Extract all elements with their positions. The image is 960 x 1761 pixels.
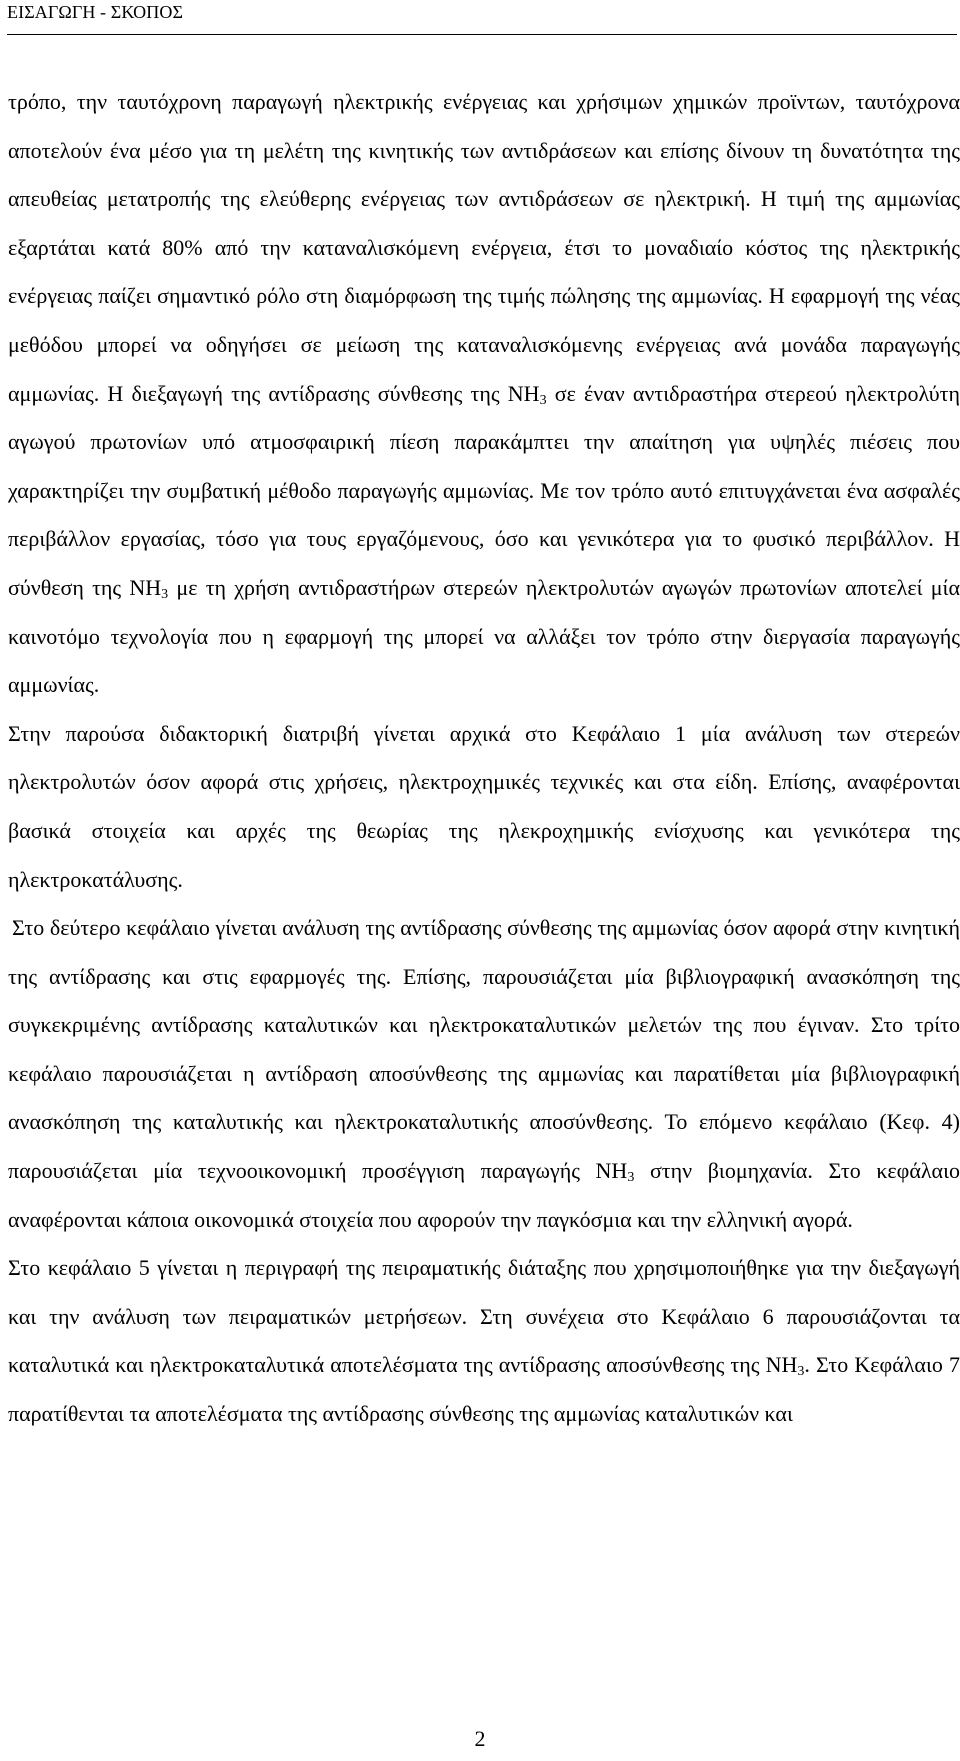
text-run: σε έναν αντιδραστήρα στερεού ηλεκτρολύτη αγωγού πρωτονίων υπό ατμοσφαιρική πίεση παρακάμπτει την απαίτηση για υψηλές πιέσεις που χαρακτηρίζει την συμβατική μέθοδο παραγωγής αμμωνίας. Με τον τρόπο αυτό επιτυγχάνεται ένα ασφαλές περιβάλλον εργασίας, τόσο για τους εργαζόμενους, όσο και γενικότερα για το φυσικό περιβάλλον. Η σύνθεση της NH — [8, 380, 960, 600]
subscript: 3 — [627, 1170, 635, 1186]
text-run: Στην παρούσα διδακτορική διατριβή γίνεται αρχικά στο Κεφάλαιο 1 μία ανάλυση των στερεών ηλεκτρολυτών όσον αφορά στις χρήσεις, ηλεκτροχημικές τεχνικές και στα είδη. Επίσης, αναφέρονται βασικά στοιχεία και αρχές της θεωρίας της ηλεκροχημικής ενίσχυσης και γενικότερα της ηλεκτροκατάλυσης. — [8, 720, 960, 892]
subscript: 3 — [539, 392, 547, 408]
paragraph-ammonia-electrochemistry — [8, 78, 960, 710]
text-run: . Στο Κεφάλαιο 7 παρατίθενται τα αποτελέσματα της αντίδρασης σύνθεσης της αμμωνίας καταλυτικών και — [8, 1352, 960, 1427]
text-run: Στο κεφάλαιο 5 γίνεται η περιγραφή της πειραματικής διάταξης που χρησιμοποιήθηκε για την διεξαγωγή και την ανάλυση των πειραματικών μετρήσεων. Στη συνέχεια στο Κεφάλαιο 6 παρουσιάζονται τα καταλυτικά και ηλεκτροκαταλυτικά αποτελέσματα της αντίδρασης αποσύνθεσης της NH — [8, 1255, 960, 1378]
running-header: ΕΙΣΑΓΩΓΗ - ΣΚΟΠΟΣ — [7, 2, 184, 22]
paragraph-chapters-2-4-overview — [8, 904, 960, 1244]
text-run: τρόπο, την ταυτόχρονη παραγωγή ηλεκτρικής ενέργειας και χρήσιμων χημικών προϊντων, ταυτόχρονα αποτελούν ένα μέσο για τη μελέτη της κινητικής των αντιδράσεων και επίσης δίνουν τη δυνατότητα της απευθείας μετατροπής της ελεύθερης ενέργειας των αντιδράσεων σε ηλεκτρική. Η τιμή της αμμωνίας εξαρτάται κατά 80% από την καταναλισκόμενη ενέργεια, έτσι το μοναδιαίο κόστος της ηλεκτρικής ενέργειας παίζει σημαντικό ρόλο στη διαμόρφωση της τιμής πώλησης της αμμωνίας. Η εφαρμογή της νέας μεθόδου μπορεί να οδηγήσει σε μείωση της καταναλισκόμενης ενέργειας ανά μονάδα παραγωγής αμμωνίας. Η διεξαγωγή της αντίδρασης σύνθεσης της NH — [8, 89, 960, 406]
subscript: 3 — [161, 586, 169, 602]
paragraph-chapters-5-7-overview — [8, 1244, 960, 1438]
page-number: 2 — [474, 1726, 486, 1751]
text-run: Στο δεύτερο κεφάλαιο γίνεται ανάλυση της αντίδρασης σύνθεσης της αμμωνίας όσον αφορά στην κινητική της αντίδρασης και στις εφαρμογές της. Επίσης, παρουσιάζεται μία βιβλιογραφική ανασκόπηση της συγκεκριμένης αντίδρασης καταλυτικών και ηλεκτροκαταλυτικών μελετών της που έγιναν. Στο τρίτο κεφάλαιο παρουσιάζεται η αντίδραση αποσύνθεσης της αμμωνίας και παρατίθεται μία βιβλιογραφική ανασκόπηση της καταλυτικής και ηλεκτροκαταλυτικής αποσύνθεσης. Το επόμενο κεφάλαιο (Κεφ. 4) παρουσιάζεται μία τεχνοοικονομική προσέγγιση παραγωγής NH — [8, 915, 960, 1184]
body-text — [8, 78, 960, 1439]
header-divider — [7, 34, 957, 35]
subscript: 3 — [797, 1364, 805, 1380]
text-run: με τη χρήση αντιδραστήρων στερεών ηλεκτρολυτών αγωγών πρωτονίων αποτελεί μία καινοτόμο τεχνολογία που η εφαρμογή της μπορεί να αλλάξει τον τρόπο στην διεργασία παραγωγής αμμωνίας. — [8, 574, 960, 698]
paragraph-chapter-1-overview — [8, 710, 960, 904]
text-run: στην βιομηχανία. Στο κεφάλαιο αναφέρονται κάποια οικονομικά στοιχεία που αφορούν την παγκόσμια και την ελληνική αγορά. — [8, 1158, 960, 1232]
